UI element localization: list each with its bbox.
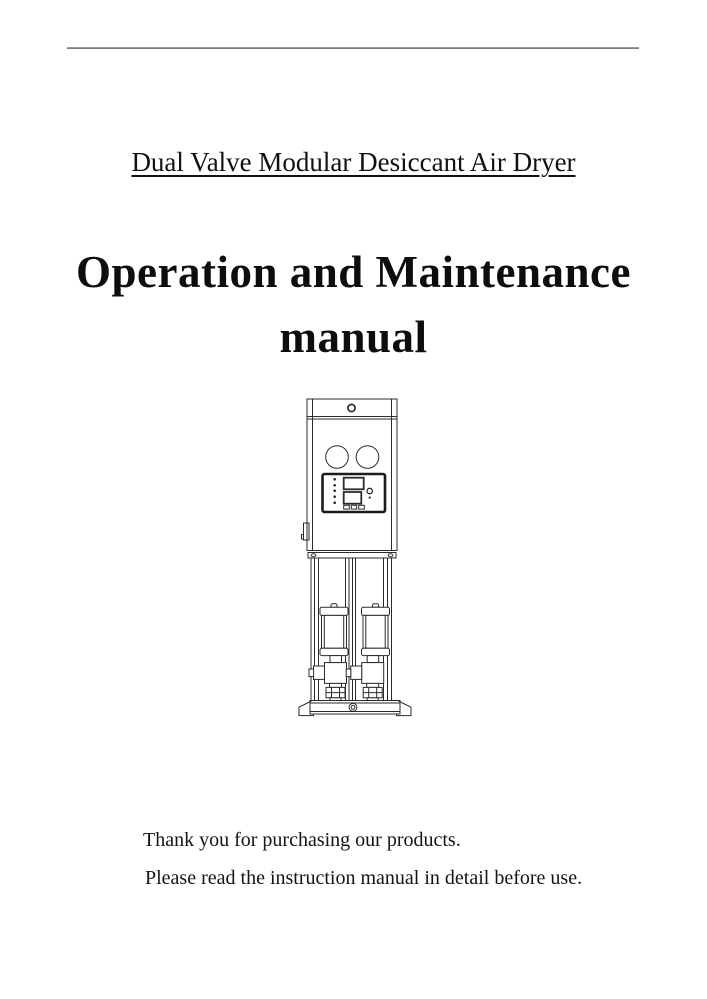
footer-thanks: Thank you for purchasing our products. — [143, 829, 461, 851]
right-tower — [362, 604, 390, 656]
air-dryer-figure — [295, 394, 415, 724]
right-valve — [346, 656, 384, 701]
power-indicator-icon — [367, 488, 372, 498]
product-subtitle-text: Dual Valve Modular Desiccant Air Dryer — [131, 147, 576, 177]
lifting-eye-icon — [348, 404, 355, 411]
left-tower — [320, 604, 348, 656]
pressure-gauges — [326, 446, 379, 469]
side-hinge — [302, 523, 310, 540]
display-windows — [344, 478, 364, 504]
page-title — [0, 240, 707, 370]
led-column — [333, 478, 336, 504]
cabinet-base-band — [308, 553, 396, 559]
product-subtitle — [0, 145, 707, 179]
control-panel — [323, 474, 386, 512]
panel-buttons — [344, 505, 365, 509]
footer-instruction: Please read the instruction manual in detail before use. — [145, 867, 583, 889]
header-rule — [67, 47, 639, 49]
page-title-line1: Operation and Maintenance — [75, 247, 631, 297]
page-title-line2: manual — [279, 312, 428, 362]
